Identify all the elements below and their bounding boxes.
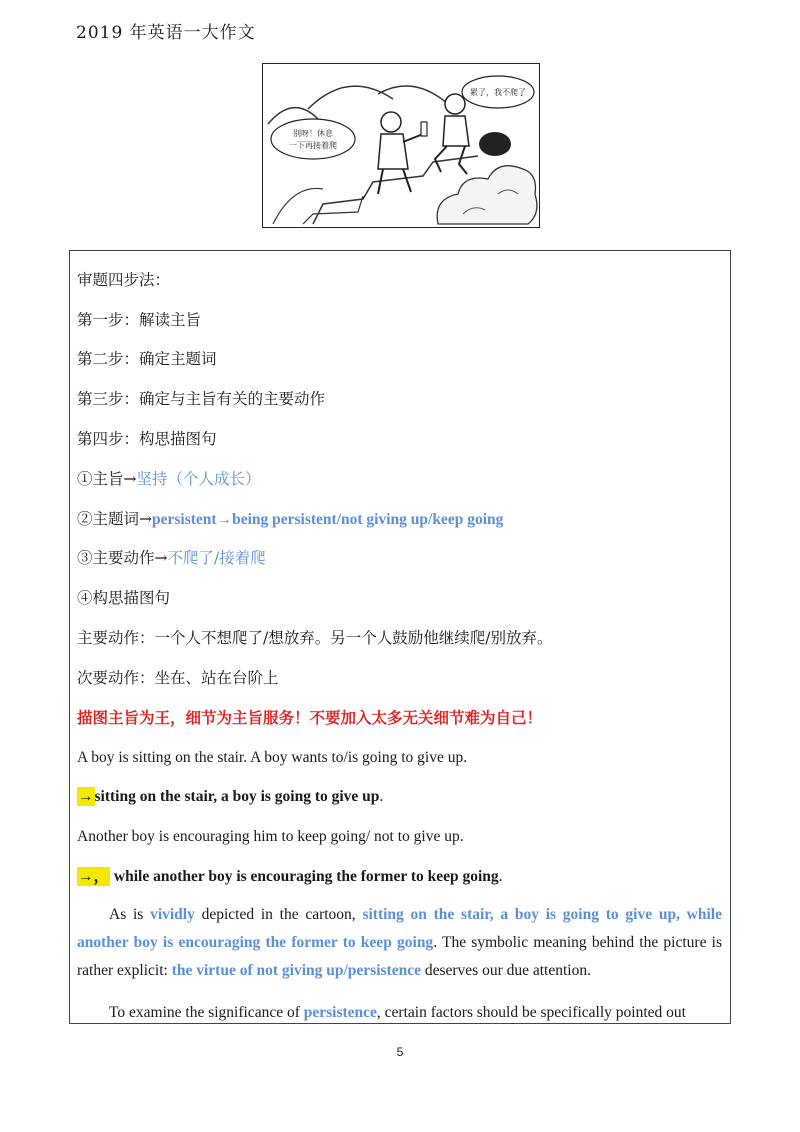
item-1-value: 坚持（个人成长） [136,470,261,488]
example-4-text: while another boy is encouraging the former to keep going [113,868,499,885]
example-2 [77,787,383,807]
essay-paragraph-1 [77,901,722,985]
warning-text: 描图主旨为王，细节为主旨服务！不要加入太多无关细节难为自己！ [77,708,543,727]
p2-keyword-1: persistence [303,1004,377,1021]
cartoon-drawing [263,64,538,226]
item-2-value: persistent→being persistent/not giving up/keep going [152,511,504,528]
example-4-arrow: →， [78,868,110,885]
example-4-end: . [498,868,503,885]
step-1: 第一步：解读主旨 [77,311,202,329]
example-3: Another boy is encouraging him to keep going/ not to give up. [77,828,464,845]
step-3: 第三步：确定与主旨有关的主要动作 [77,390,326,408]
right-bubble-text: 累了，我不爬了 [470,88,526,97]
item-3 [77,548,266,568]
example-2-arrow: → [78,788,94,805]
left-bubble-line2: 一下再接着爬 [289,141,337,150]
minor-action: 次要动作：坐在、站在台阶上 [77,669,279,687]
p1-keyword-1: vividly [150,906,195,923]
page-header: 2019 年英语一大作文 [76,23,256,43]
example-2-end: . [379,788,384,805]
p1-keyword-3: the virtue of not giving up/persistence [171,962,421,979]
page-number: 5 [396,1045,404,1059]
step-4: 第四步：构思描图句 [77,430,217,448]
item-1 [77,469,261,489]
item-3-label: ③主要动作→ [77,549,168,567]
p2-text-2: , certain factors should be specifically pointed out [376,1004,686,1021]
cartoon-illustration [262,63,540,228]
main-action: 主要动作：一个人不想爬了/想放弃。另一个人鼓励他继续爬/别放弃。 [77,629,553,647]
content-box [69,250,731,1024]
p1-text-1: As is [109,906,151,923]
item-2-label: ②主题词→ [77,510,152,528]
example-1: A boy is sitting on the stair. A boy wants to/is going to give up. [77,749,468,766]
p1-text-3: . The symbolic meaning behind the picture is rather explicit: [77,934,722,979]
p2-text-1: To examine the significance of [109,1004,304,1021]
example-2-text: sitting on the stair, a boy is going to give up [94,788,380,805]
p1-text-2: depicted in the cartoon, [194,906,363,923]
item-1-label: ①主旨→ [77,470,137,488]
steps-title: 审题四步法： [77,271,171,289]
item-2 [77,509,503,530]
p1-text-4: deserves our due attention. [420,962,591,979]
essay-paragraph-2 [77,999,722,1024]
example-4 [77,867,503,887]
item-4: ④构思描图句 [77,589,171,607]
left-bubble-line1: 别呀！休息 [293,129,333,138]
p1-keyword-2: sitting on the stair, a boy is going to give up, while another boy is encouraging the former to keep going [77,906,722,951]
item-3-value: 不爬了/接着爬 [167,549,266,567]
step-2: 第二步：确定主题词 [77,350,217,368]
